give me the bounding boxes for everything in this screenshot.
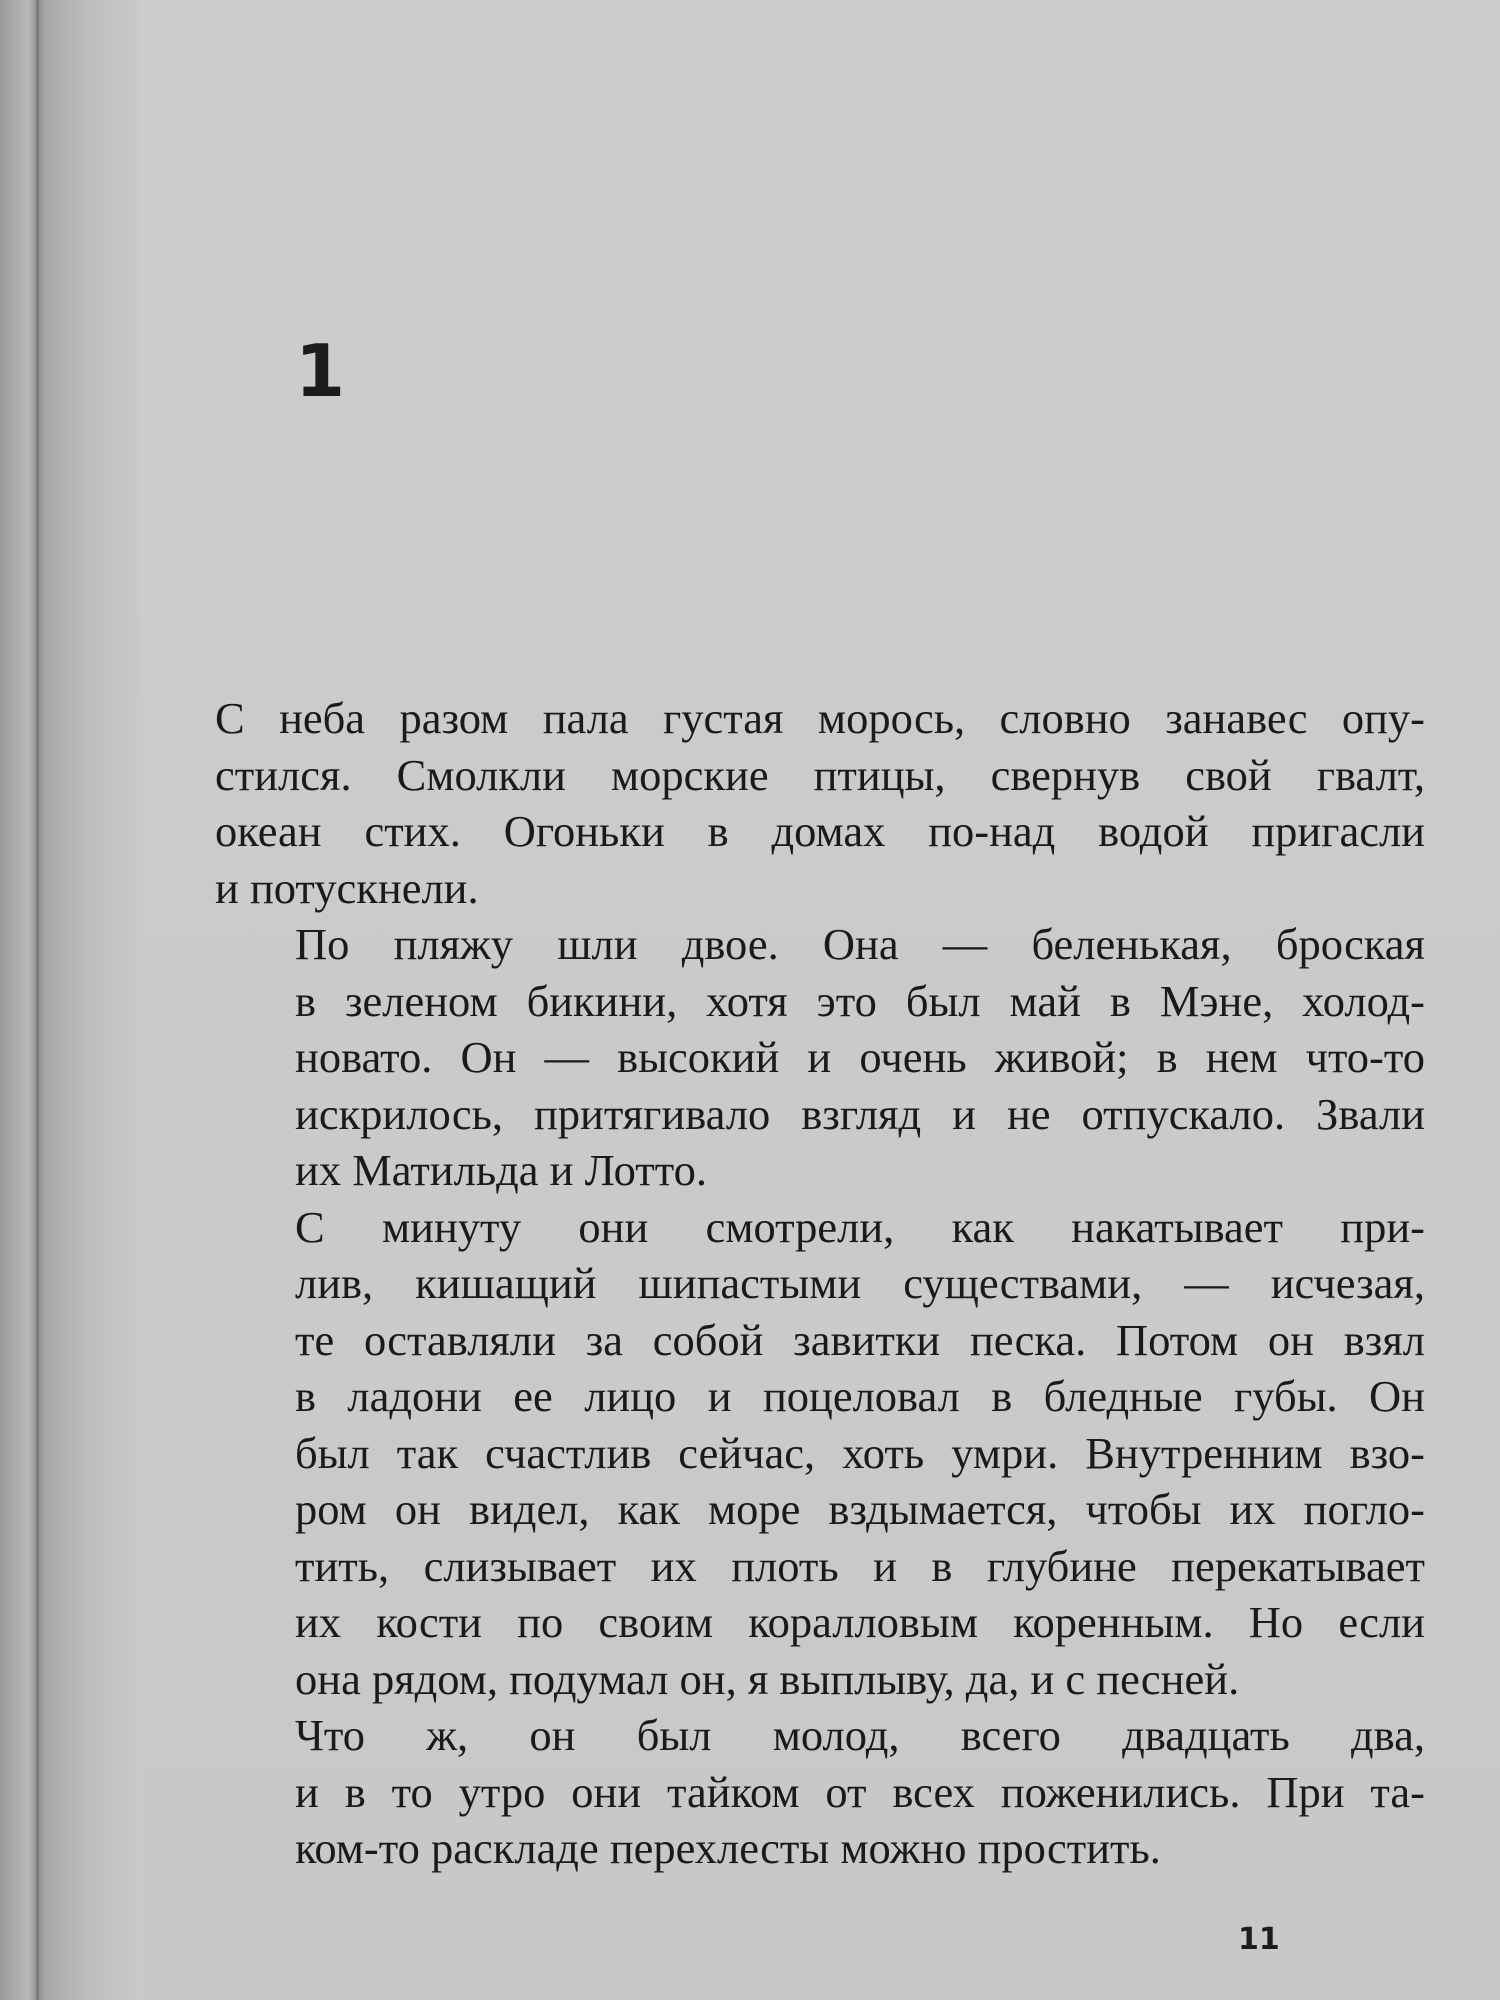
text-line: искрилось, притягивало взгляд и не отпускало. Звали (295, 1088, 1425, 1139)
text-line: те оставляли за собой завитки песка. Потом он взял (295, 1314, 1425, 1365)
text-line: стился. Смолкли морские птицы, свернув свой гвалт, (215, 749, 1425, 800)
paragraph-2 (215, 916, 1425, 1199)
page-number: 11 (1238, 1922, 1280, 1957)
text-line: был так счастлив сейчас, хоть умри. Внутренним взо- (295, 1427, 1425, 1478)
text-line: ком-то раскладе перехлесты можно простить. (295, 1823, 1161, 1873)
text-line: она рядом, подумал он, я выплыву, да, и с песней. (295, 1653, 1240, 1704)
paragraph-1 (215, 690, 1425, 916)
chapter-text (215, 690, 1425, 1877)
text-line: тить, слизывает их плоть и в глубине перекатывает (295, 1540, 1425, 1591)
text-line: океан стих. Огоньки в домах по-над водой пригасли (215, 806, 1425, 856)
book-spine-shadow (0, 0, 140, 2000)
text-line: и в то утро они тайком от всех поженились. При та- (295, 1766, 1425, 1817)
text-line: По пляжу шли двое. Она — беленькая, броская (295, 919, 1425, 969)
book-page (140, 0, 1500, 2000)
book-spine-edge (36, 0, 39, 2000)
text-line: и потускнели. (215, 862, 479, 913)
text-line: их кости по своим коралловым коренным. Но если (295, 1597, 1425, 1647)
paragraph-4 (215, 1707, 1425, 1877)
text-line: их Матильда и Лотто. (295, 1145, 707, 1195)
text-line: С неба разом пала густая морось, словно занавес опу- (215, 693, 1425, 743)
text-line: Что ж, он был молод, всего двадцать два, (295, 1710, 1425, 1760)
text-line: ром он видел, как море вздымается, чтобы их погло- (295, 1484, 1425, 1534)
text-line: новато. Он — высокий и очень живой; в нем что-то (295, 1032, 1425, 1082)
text-line: в ладони ее лицо и поцеловал в бледные губы. Он (295, 1371, 1425, 1421)
text-line: лив, кишащий шипастыми существами, — исчезая, (295, 1258, 1425, 1308)
text-line: в зеленом бикини, хотя это был май в Мэне, холод- (295, 975, 1425, 1026)
text-line: С минуту они смотрели, как накатывает при- (295, 1201, 1425, 1252)
chapter-number: 1 (295, 329, 346, 413)
paragraph-3 (215, 1199, 1425, 1708)
